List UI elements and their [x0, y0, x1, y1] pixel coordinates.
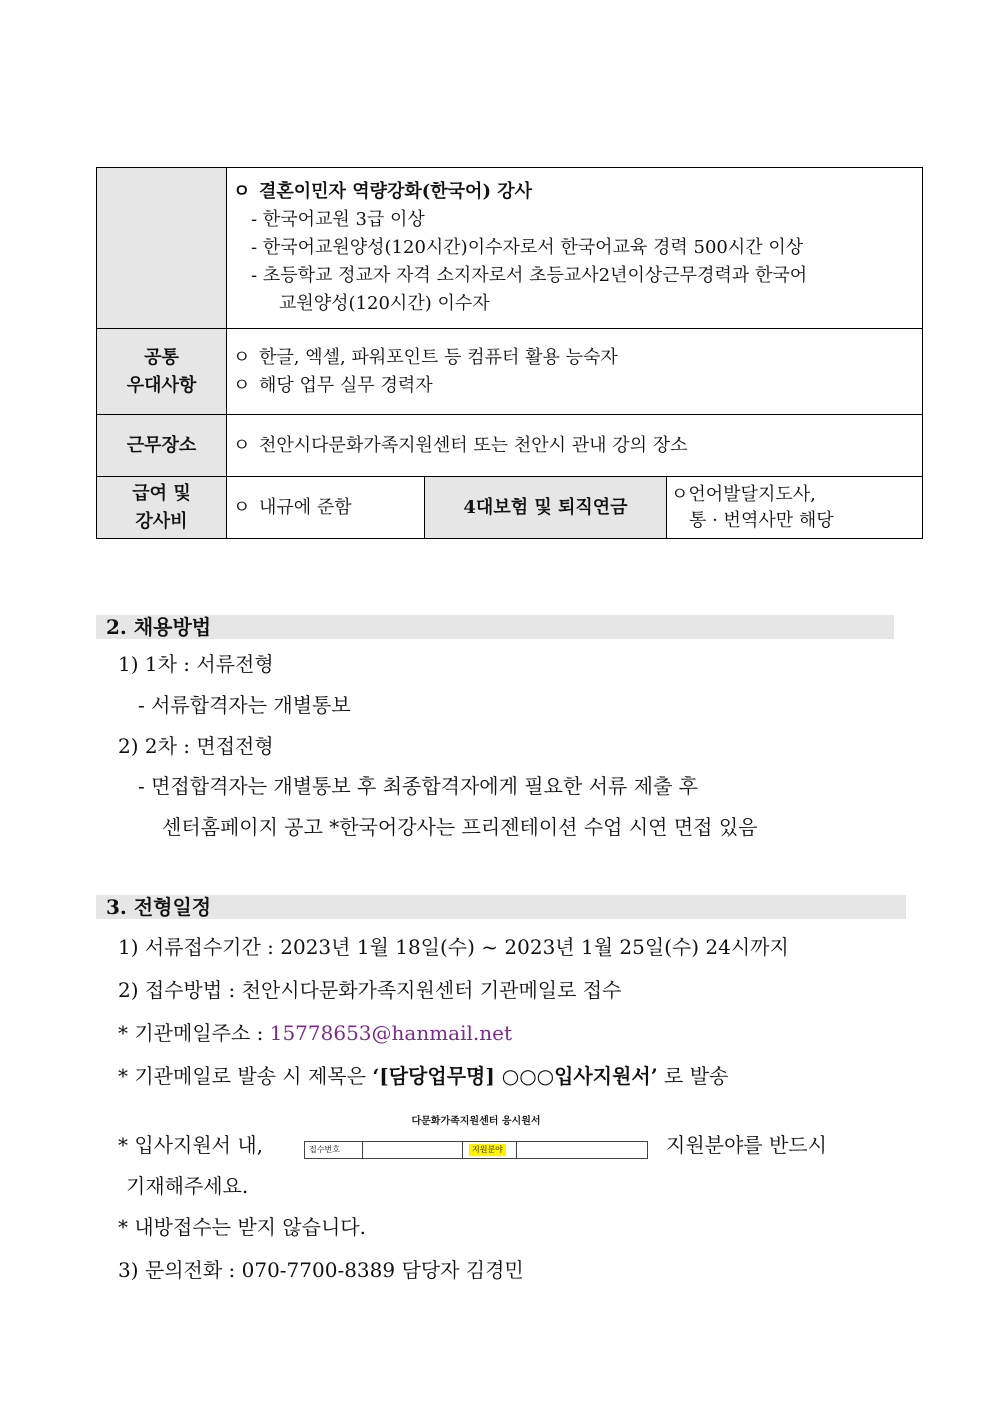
schedule-method: 2) 접수방법 : 천안시다문화가족지원센터 기관메일로 접수 — [118, 978, 622, 1002]
instructor-title: 결혼이민자 역량강화(한국어) 강사 — [259, 181, 532, 202]
form-instruction-pre: * 입사지원서 내, — [118, 1133, 263, 1157]
qualification-item: - 한국어교원 3급 이상 — [251, 209, 425, 230]
visit-notice: * 내방접수는 받지 않습니다. — [118, 1215, 366, 1239]
subject-post: 로 발송 — [657, 1064, 729, 1088]
common-preference-header — [97, 329, 227, 415]
form-cell-blank — [363, 1142, 463, 1158]
insurance-cell — [667, 477, 923, 539]
bullet: ㅇ — [233, 181, 251, 202]
form-instruction-post2: 기재해주세요. — [126, 1174, 249, 1198]
bullet: ㅇ — [233, 374, 251, 396]
header-line: 급여 및 — [132, 482, 191, 504]
workplace-cell — [227, 415, 923, 477]
bullet: ㅇ — [233, 496, 251, 518]
preference-item: 한글, 엑셀, 파워포인트 등 컴퓨터 활용 능숙자 — [259, 346, 618, 368]
section-2-title: 2. 채용방법 — [96, 615, 894, 639]
form-row — [304, 1141, 648, 1159]
method-line: 센터홈페이지 공고 *한국어강사는 프리젠테이션 수업 시연 면접 있음 — [162, 815, 758, 839]
recruitment-table — [96, 167, 923, 539]
qualification-item: - 초등학교 정교자 자격 소지자로서 초등교사2년이상근무경력과 한국어 — [251, 265, 808, 286]
row-header-empty — [97, 168, 227, 329]
subject-line — [118, 1063, 728, 1089]
table-row — [97, 168, 923, 329]
method-line: - 서류합격자는 개별통보 — [138, 693, 351, 717]
header-line: 우대사항 — [126, 374, 197, 396]
method-line: - 면접합격자는 개별통보 후 최종합격자에게 필요한 서류 제출 후 — [138, 774, 698, 798]
mail-line — [118, 1020, 512, 1046]
table-row — [97, 329, 923, 415]
bullet: ㅇ — [233, 346, 251, 368]
common-preference-cell — [227, 329, 923, 415]
bullet: ㅇ — [233, 434, 251, 456]
workplace-text: 천안시다문화가족지원센터 또는 천안시 관내 강의 장소 — [259, 434, 688, 456]
contact-line: 3) 문의전화 : 070-7700-8389 담당자 김경민 — [118, 1258, 524, 1282]
method-line: 2) 2차 : 면접전형 — [118, 734, 274, 758]
header-line: 공통 — [144, 346, 179, 368]
preference-item: 해당 업무 실무 경력자 — [259, 374, 433, 396]
mail-label: * 기관메일주소 : — [118, 1021, 270, 1045]
form-cell-field — [463, 1142, 517, 1158]
subject-pre: * 기관메일로 발송 시 제목은 — [118, 1064, 373, 1088]
form-cell-blank — [517, 1142, 647, 1158]
table-row — [97, 415, 923, 477]
form-instruction-post: 지원분야를 반드시 — [666, 1133, 827, 1157]
application-form-snippet — [304, 1114, 648, 1160]
insurance-text: 통 · 번역사만 해당 — [689, 509, 834, 531]
bullet: ㅇ — [671, 483, 689, 505]
method-line: 1) 1차 : 서류전형 — [118, 652, 274, 676]
form-title: 다문화가족지원센터 응시원서 — [411, 1116, 541, 1127]
subject-format: ‘[담당업무명] ○○○입사지원서’ — [372, 1064, 658, 1088]
section-3-title: 3. 전형일정 — [96, 895, 906, 919]
salary-text: 내규에 준함 — [259, 496, 352, 518]
qualification-item: 교원양성(120시간) 이수자 — [279, 293, 490, 314]
mail-address: 15778653@hanmail.net — [269, 1021, 513, 1045]
highlighted-field: 지원분야 — [469, 1144, 506, 1156]
salary-cell — [227, 477, 425, 539]
instructor-qualification-cell — [227, 168, 923, 329]
header-line: 강사비 — [135, 510, 188, 532]
insurance-header: 4대보험 및 퇴직연금 — [425, 477, 667, 539]
salary-header — [97, 477, 227, 539]
schedule-period: 1) 서류접수기간 : 2023년 1월 18일(수) ~ 2023년 1월 25일(수) 24시까지 — [118, 935, 789, 959]
form-cell-number: 접수번호 — [305, 1142, 363, 1158]
insurance-text: 언어발달지도사, — [688, 483, 816, 505]
workplace-header: 근무장소 — [97, 415, 227, 477]
qualification-item: - 한국어교원양성(120시간)이수자로서 한국어교육 경력 500시간 이상 — [251, 237, 804, 258]
table-row — [97, 477, 923, 539]
